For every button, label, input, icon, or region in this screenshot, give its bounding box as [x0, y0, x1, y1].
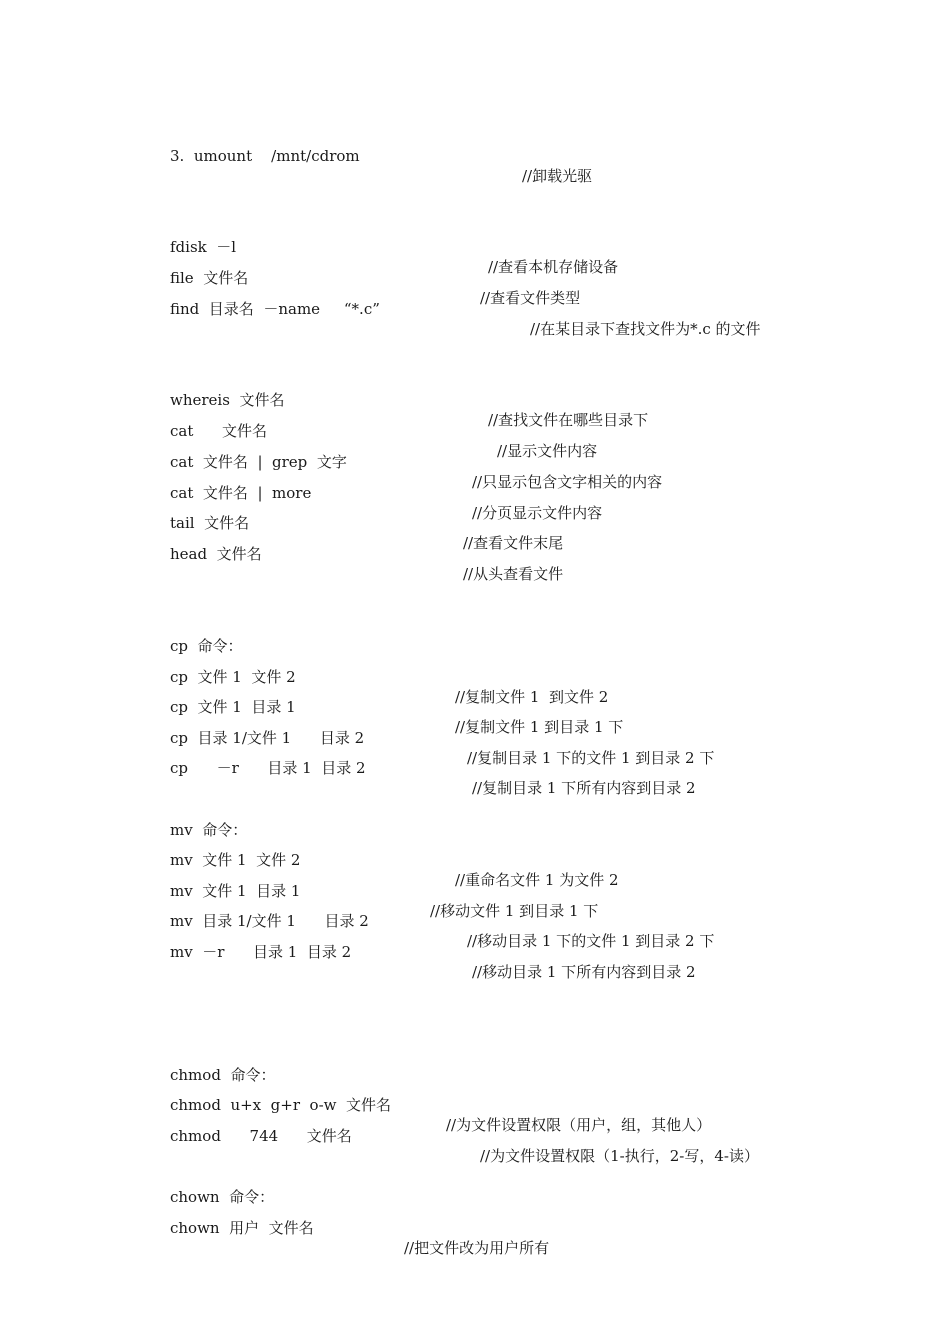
section-heading — [0, 800, 248, 839]
comment-text: //移动文件 1 到目录 1 下 — [430, 902, 599, 920]
comment-text: //复制目录 1 下的文件 1 到目录 2 下 — [467, 749, 715, 767]
command-text: cat 文件名 | grep 文字 — [170, 453, 347, 471]
comment-text: //查找文件在哪些目录下 — [488, 411, 649, 429]
command-text: chown 用户 文件名 — [170, 1219, 314, 1237]
command-text: mv 命令： — [170, 821, 248, 839]
command-text: fdisk －l — [170, 238, 237, 256]
command-text: cp 目录 1/文件 1 目录 2 — [170, 729, 365, 747]
comment-text: //复制目录 1 下所有内容到目录 2 — [472, 779, 696, 797]
text-line — [0, 217, 619, 276]
comment-text: //显示文件内容 — [497, 442, 598, 460]
command-text: find 目录名 －name “*.c” — [170, 300, 380, 318]
command-text: mv 文件 1 文件 2 — [170, 851, 301, 869]
command-text: chmod 744 文件名 — [170, 1127, 352, 1145]
command-text: chmod 命令： — [170, 1066, 276, 1084]
section-heading — [0, 1167, 275, 1206]
text-line — [0, 647, 609, 706]
command-text: mv 文件 1 目录 1 — [170, 882, 301, 900]
command-text: mv 目录 1/文件 1 目录 2 — [170, 912, 369, 930]
command-text: whereis 文件名 — [170, 391, 285, 409]
comment-text: //复制文件 1 到目录 1 下 — [455, 718, 624, 736]
comment-text: //移动目录 1 下的文件 1 到目录 2 下 — [467, 932, 715, 950]
comment-text: //移动目录 1 下所有内容到目录 2 — [472, 963, 696, 981]
comment-text: //查看文件末尾 — [463, 534, 564, 552]
command-text: cp 文件 1 目录 1 — [170, 698, 296, 716]
command-text: cp 命令： — [170, 637, 243, 655]
comment-text: //为文件设置权限（1-执行，2-写，4-读） — [480, 1147, 759, 1165]
command-text: cp －r 目录 1 目录 2 — [170, 759, 366, 777]
command-text: chown 命令： — [170, 1188, 275, 1206]
command-text: mv －r 目录 1 目录 2 — [170, 943, 352, 961]
comment-text: //从头查看文件 — [463, 565, 564, 583]
comment-text: //查看本机存储设备 — [488, 258, 619, 276]
command-text: file 文件名 — [170, 269, 249, 287]
comment-text: //在某目录下查找文件为*.c 的文件 — [530, 320, 761, 338]
text-line — [0, 126, 593, 185]
section-heading — [0, 616, 243, 655]
command-text: chmod u+x g+r o-w 文件名 — [170, 1096, 392, 1114]
section-heading — [0, 1045, 276, 1084]
comment-text: //查看文件类型 — [480, 289, 581, 307]
command-text: 3. umount /mnt/cdrom — [170, 147, 360, 165]
text-line — [0, 370, 649, 429]
comment-text: //卸载光驱 — [522, 167, 593, 185]
comment-text: //把文件改为用户所有 — [404, 1239, 550, 1257]
comment-text: //分页显示文件内容 — [472, 504, 603, 522]
command-text: tail 文件名 — [170, 514, 250, 532]
command-text: cat 文件名 | more — [170, 484, 312, 502]
command-text: cp 文件 1 文件 2 — [170, 668, 296, 686]
command-text: cat 文件名 — [170, 422, 267, 440]
comment-text: //只显示包含文字相关的内容 — [472, 473, 663, 491]
text-line — [0, 1198, 550, 1257]
command-text: head 文件名 — [170, 545, 262, 563]
comment-text: //重命名文件 1 为文件 2 — [455, 871, 619, 889]
comment-text: //为文件设置权限（用户，组，其他人） — [446, 1116, 712, 1134]
comment-text: //复制文件 1 到文件 2 — [455, 688, 609, 706]
